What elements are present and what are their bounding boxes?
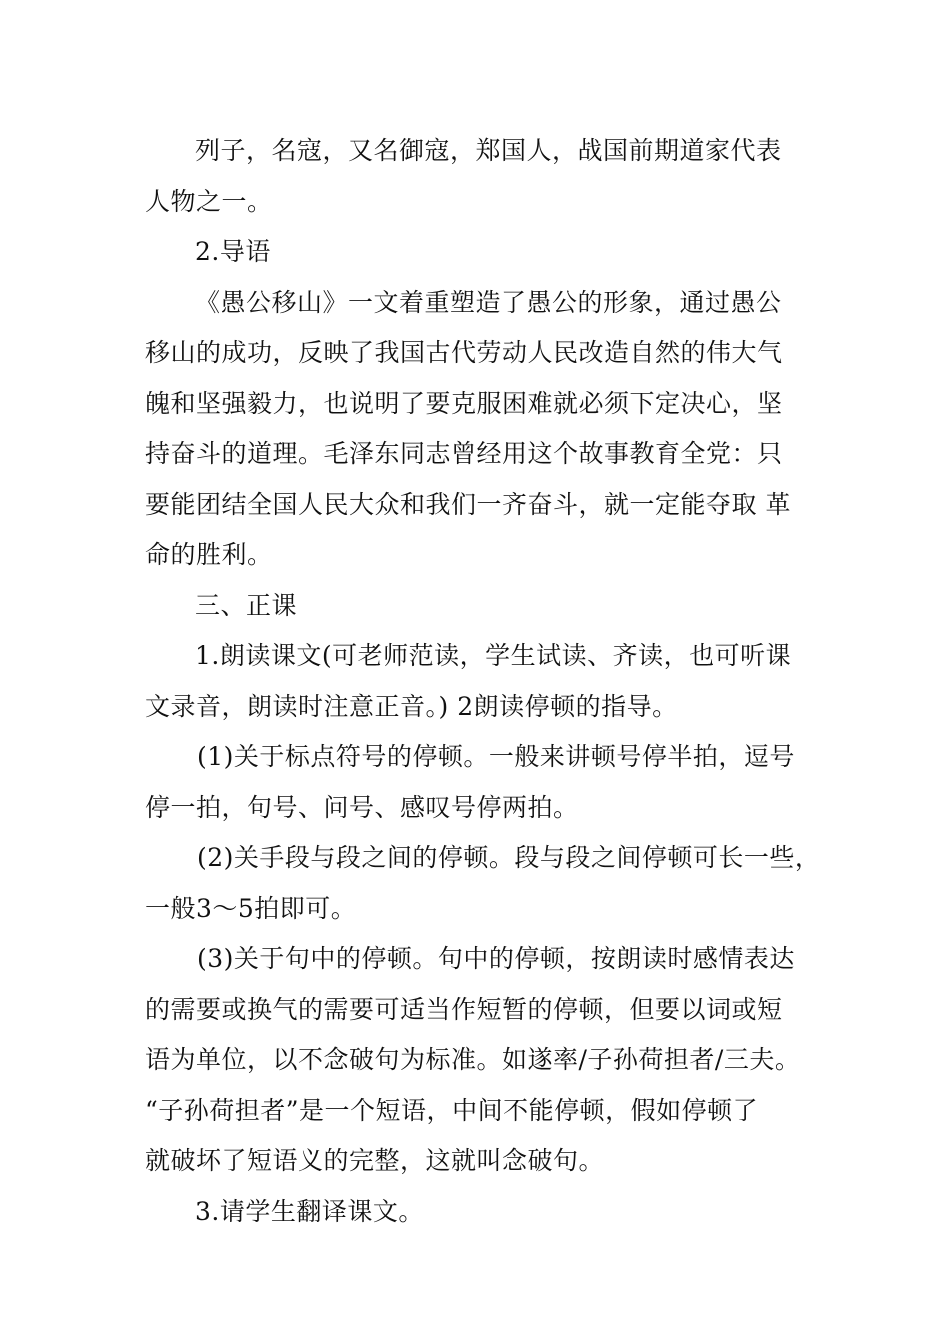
text-line: 1.朗读课文(可老师范读，学生试读、齐读，也可听课: [195, 641, 792, 670]
text-line: 《愚公移山》一文着重塑造了愚公的形象，通过愚公: [195, 287, 782, 317]
text-line: 移山的成功，反映了我国古代劳动人民改造自然的伟大气: [145, 338, 783, 367]
section-heading: 2.导语: [195, 237, 271, 266]
text-line: 一般3～5拍即可。: [145, 893, 357, 923]
text-line: (1)关于标点符号的停顿。一般来讲顿号停半拍，逗号: [197, 742, 795, 771]
section-heading: 三、正课: [195, 590, 298, 620]
text-line: 停一拍，句号、问号、感叹号停两拍。: [145, 792, 579, 822]
text-line: (3)关于句中的停顿。句中的停顿，按朗读时感情表达: [197, 944, 795, 973]
text-line: 列子，名寇，又名御寇，郑国人，战国前期道家代表: [195, 136, 782, 165]
text-line: 人物之一。: [145, 186, 273, 216]
text-line: 命的胜利。: [145, 540, 273, 569]
document-body: [145, 126, 821, 1237]
text-line: 要能团结全国人民大众和我们一齐奋斗，就一定能夺取 革: [145, 489, 791, 519]
section-heading: 3.请学生翻译课文。: [195, 1196, 424, 1226]
text-line: 文录音，朗读时注意正音。) 2朗读停顿的指导。: [145, 691, 678, 721]
text-line: 就破坏了短语义的完整，这就叫念破句。: [145, 1146, 605, 1175]
text-line: 语为单位，以不念破句为标准。如遂率/子孙荷担者/三夫。: [145, 1045, 801, 1074]
text-line: “子孙荷担者”是一个短语，中间不能停顿，假如停顿了: [145, 1095, 759, 1125]
text-line: 的需要或换气的需要可适当作短暂的停顿，但要以词或短: [145, 994, 783, 1024]
text-line: 魄和坚强毅力，也说明了要克服困难就必须下定决心，坚: [145, 388, 783, 418]
text-line: 持奋斗的道理。毛泽东同志曾经用这个故事教育全党：只: [145, 439, 783, 468]
text-line: (2)关手段与段之间的停顿。段与段之间停顿可长一些，: [197, 843, 821, 872]
